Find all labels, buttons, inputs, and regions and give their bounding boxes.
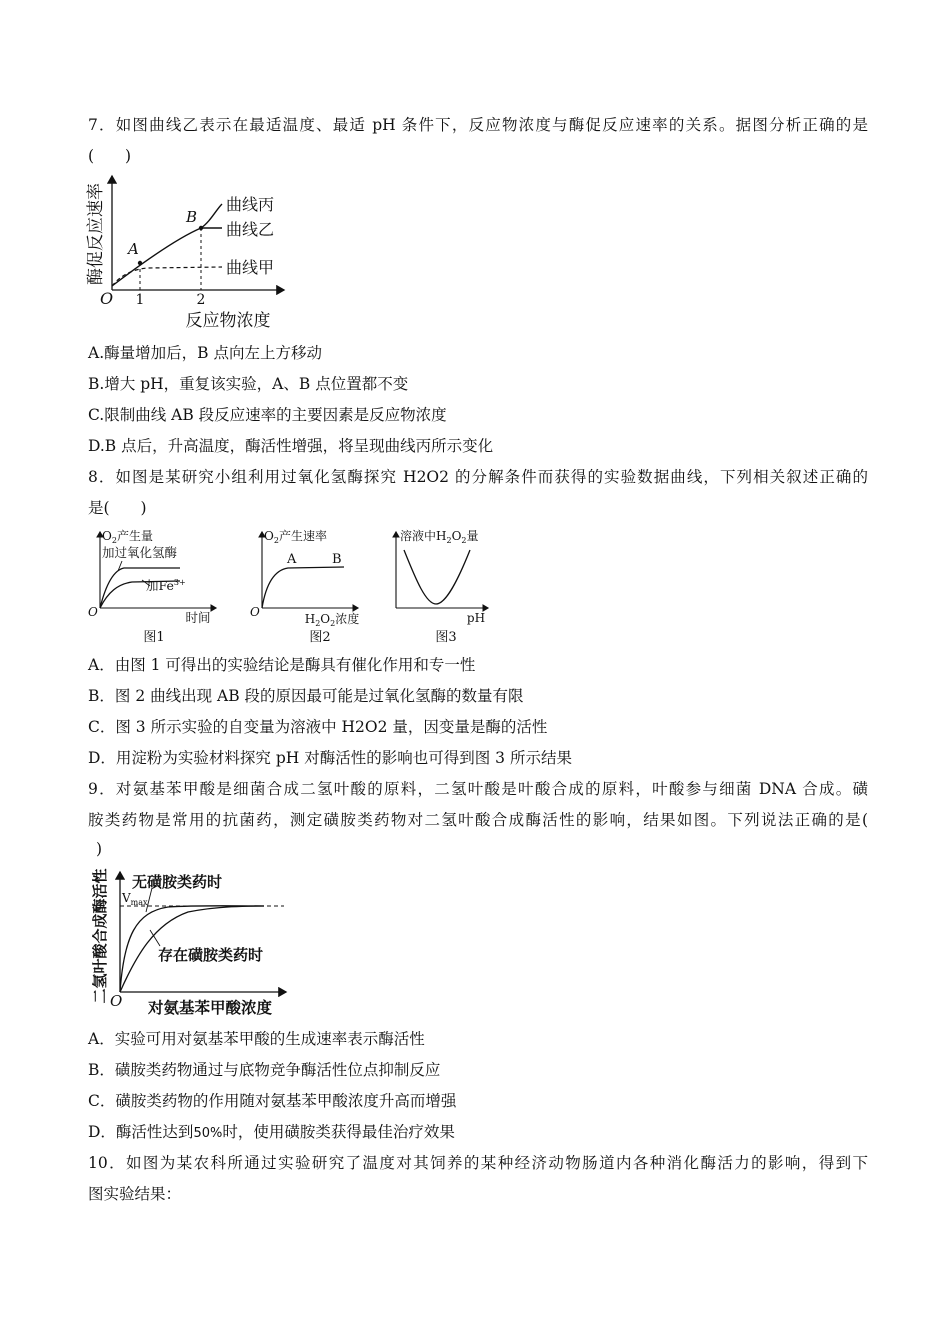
q9-option-d-after: 时，使用磺胺类获得最佳治疗效果 <box>222 1123 455 1141</box>
q9-stem-line3: ) <box>96 840 103 858</box>
q7-option-b: B.增大 pH，重复该实验，A、B 点位置都不变 <box>88 375 409 393</box>
q9-origin: O <box>110 992 123 1010</box>
q7-label-a: A <box>128 240 139 258</box>
fig2-curve <box>262 567 344 608</box>
svg-text:酶促反应速率: 酶促反应速率 <box>86 183 106 285</box>
q8-option-b: B．图 2 曲线出现 AB 段的原因最可能是过氧化氢酶的数量有限 <box>88 687 524 705</box>
q7-y-label <box>86 183 106 285</box>
svg-text:二氢叶酸合成酶活性: 二氢叶酸合成酶活性 <box>91 868 109 1004</box>
q7-label-jia: 曲线甲 <box>226 258 275 277</box>
fig2-label-a: A <box>287 552 297 567</box>
q9-y-label <box>91 868 109 1003</box>
q9-label-drug: 存在磺胺类药时 <box>158 946 264 964</box>
q8-figure-1 <box>88 524 238 648</box>
q9-stem-line2: 胺类药物是常用的抗菌药，测定磺胺类药物对二氢叶酸合成酶活性的影响，结果如图。下列说法正确的是( <box>88 811 868 829</box>
q7-option-d: D.B 点后，升高温度，酶活性增强，将呈现曲线丙所示变化 <box>88 437 494 455</box>
fig1-y-label: $O_2$产生量 <box>102 529 153 545</box>
fig1-caption: 图1 <box>143 630 165 645</box>
q9-option-d-before: D．酶活性达到 <box>88 1123 194 1141</box>
fig1-x-label: 时间 <box>185 610 211 625</box>
q7-point-b <box>199 226 203 230</box>
q8-option-c: C．图 3 所示实验的自变量为溶液中 H2O2 量，因变量是酶的活性 <box>88 718 548 736</box>
q8-option-d: D．用淀粉为实验材料探究 pH 对酶活性的影响也可得到图 3 所示结果 <box>88 749 572 767</box>
q8-figure-3 <box>390 524 500 648</box>
fig1-origin: O <box>88 605 98 619</box>
q7-stem-line1: 7．如图曲线乙表示在最适温度、最适 pH 条件下，反应物浓度与酶促反应速率的关系。据图分析正确的是 <box>88 116 868 134</box>
q8-stem-line2: 是( ) <box>88 499 147 517</box>
fig3-y-label: 溶液中$H_2O_2$量 <box>400 529 479 545</box>
q7-x-label: 反应物浓度 <box>185 311 271 331</box>
q9-figure <box>88 866 298 1020</box>
q9-option-d <box>88 1121 868 1145</box>
q7-label-bing: 曲线丙 <box>226 195 275 214</box>
q7-xtick-1: 1 <box>135 292 145 308</box>
q9-option-b: B．磺胺类药物通过与底物竞争酶活性位点抑制反应 <box>88 1061 441 1079</box>
fig2-caption: 图2 <box>309 630 331 645</box>
q7-label-b: B <box>186 208 198 226</box>
q8-figure-2 <box>250 524 380 648</box>
fig2-y-label: $O_2$产生速率 <box>264 529 327 545</box>
q7-option-c: C.限制曲线 AB 段反应速率的主要因素是反应物浓度 <box>88 406 447 424</box>
q7-curve-bing <box>201 204 222 228</box>
q9-option-c: C．磺胺类药物的作用随对氨基苯甲酸浓度升高而增强 <box>88 1092 457 1110</box>
fig3-caption: 图3 <box>435 630 457 645</box>
q7-origin: O <box>100 289 114 308</box>
q9-option-d-value: 50% <box>193 1126 223 1141</box>
q7-point-a <box>138 261 142 265</box>
q7-xtick-2: 2 <box>196 292 206 308</box>
q7-label-yi: 曲线乙 <box>226 220 275 239</box>
q10-stem-line1: 10．如图为某农科所通过实验研究了温度对其饲养的某种经济动物肠道内各种消化酶活力的影响，得到下 <box>88 1154 868 1172</box>
q10-stem-line2: 图实验结果： <box>88 1185 182 1203</box>
q7-option-a: A.酶量增加后，B 点向左上方移动 <box>88 344 322 362</box>
fig2-x-label: $H_2O_2$浓度 <box>304 612 360 628</box>
q9-vmax-label: $V_{max}$ <box>122 891 148 907</box>
fig1-curve1-label: 加过氧化氢酶 <box>102 545 178 560</box>
q9-stem-line1: 9．对氨基苯甲酸是细菌合成二氢叶酸的原料，二氢叶酸是叶酸合成的原料，叶酸参与细菌 DNA 合成。磺 <box>88 780 868 798</box>
fig3-curve <box>404 550 470 604</box>
fig2-label-b: B <box>332 552 342 567</box>
q9-x-label: 对氨基苯甲酸浓度 <box>147 998 273 1017</box>
q9-label-no-drug: 无磺胺类药时 <box>132 873 223 891</box>
fig1-curve2-label: 加$Fe^{3+}$ <box>146 578 186 593</box>
fig2-origin: O <box>250 605 260 619</box>
q8-stem-line1: 8．如图是某研究小组利用过氧化氢酶探究 H2O2 的分解条件而获得的实验数据曲线，下列相关叙述正确的 <box>88 468 868 486</box>
q7-figure <box>88 172 298 334</box>
q9-option-a: A．实验可用对氨基苯甲酸的生成速率表示酶活性 <box>88 1030 425 1048</box>
q8-option-a: A．由图 1 可得出的实验结论是酶具有催化作用和专一性 <box>88 656 476 674</box>
q7-curve-yi <box>112 228 201 286</box>
q7-stem-line2: ( ) <box>88 147 132 165</box>
fig3-x-label: pH <box>466 611 486 625</box>
q7-curve-jia <box>112 267 222 286</box>
